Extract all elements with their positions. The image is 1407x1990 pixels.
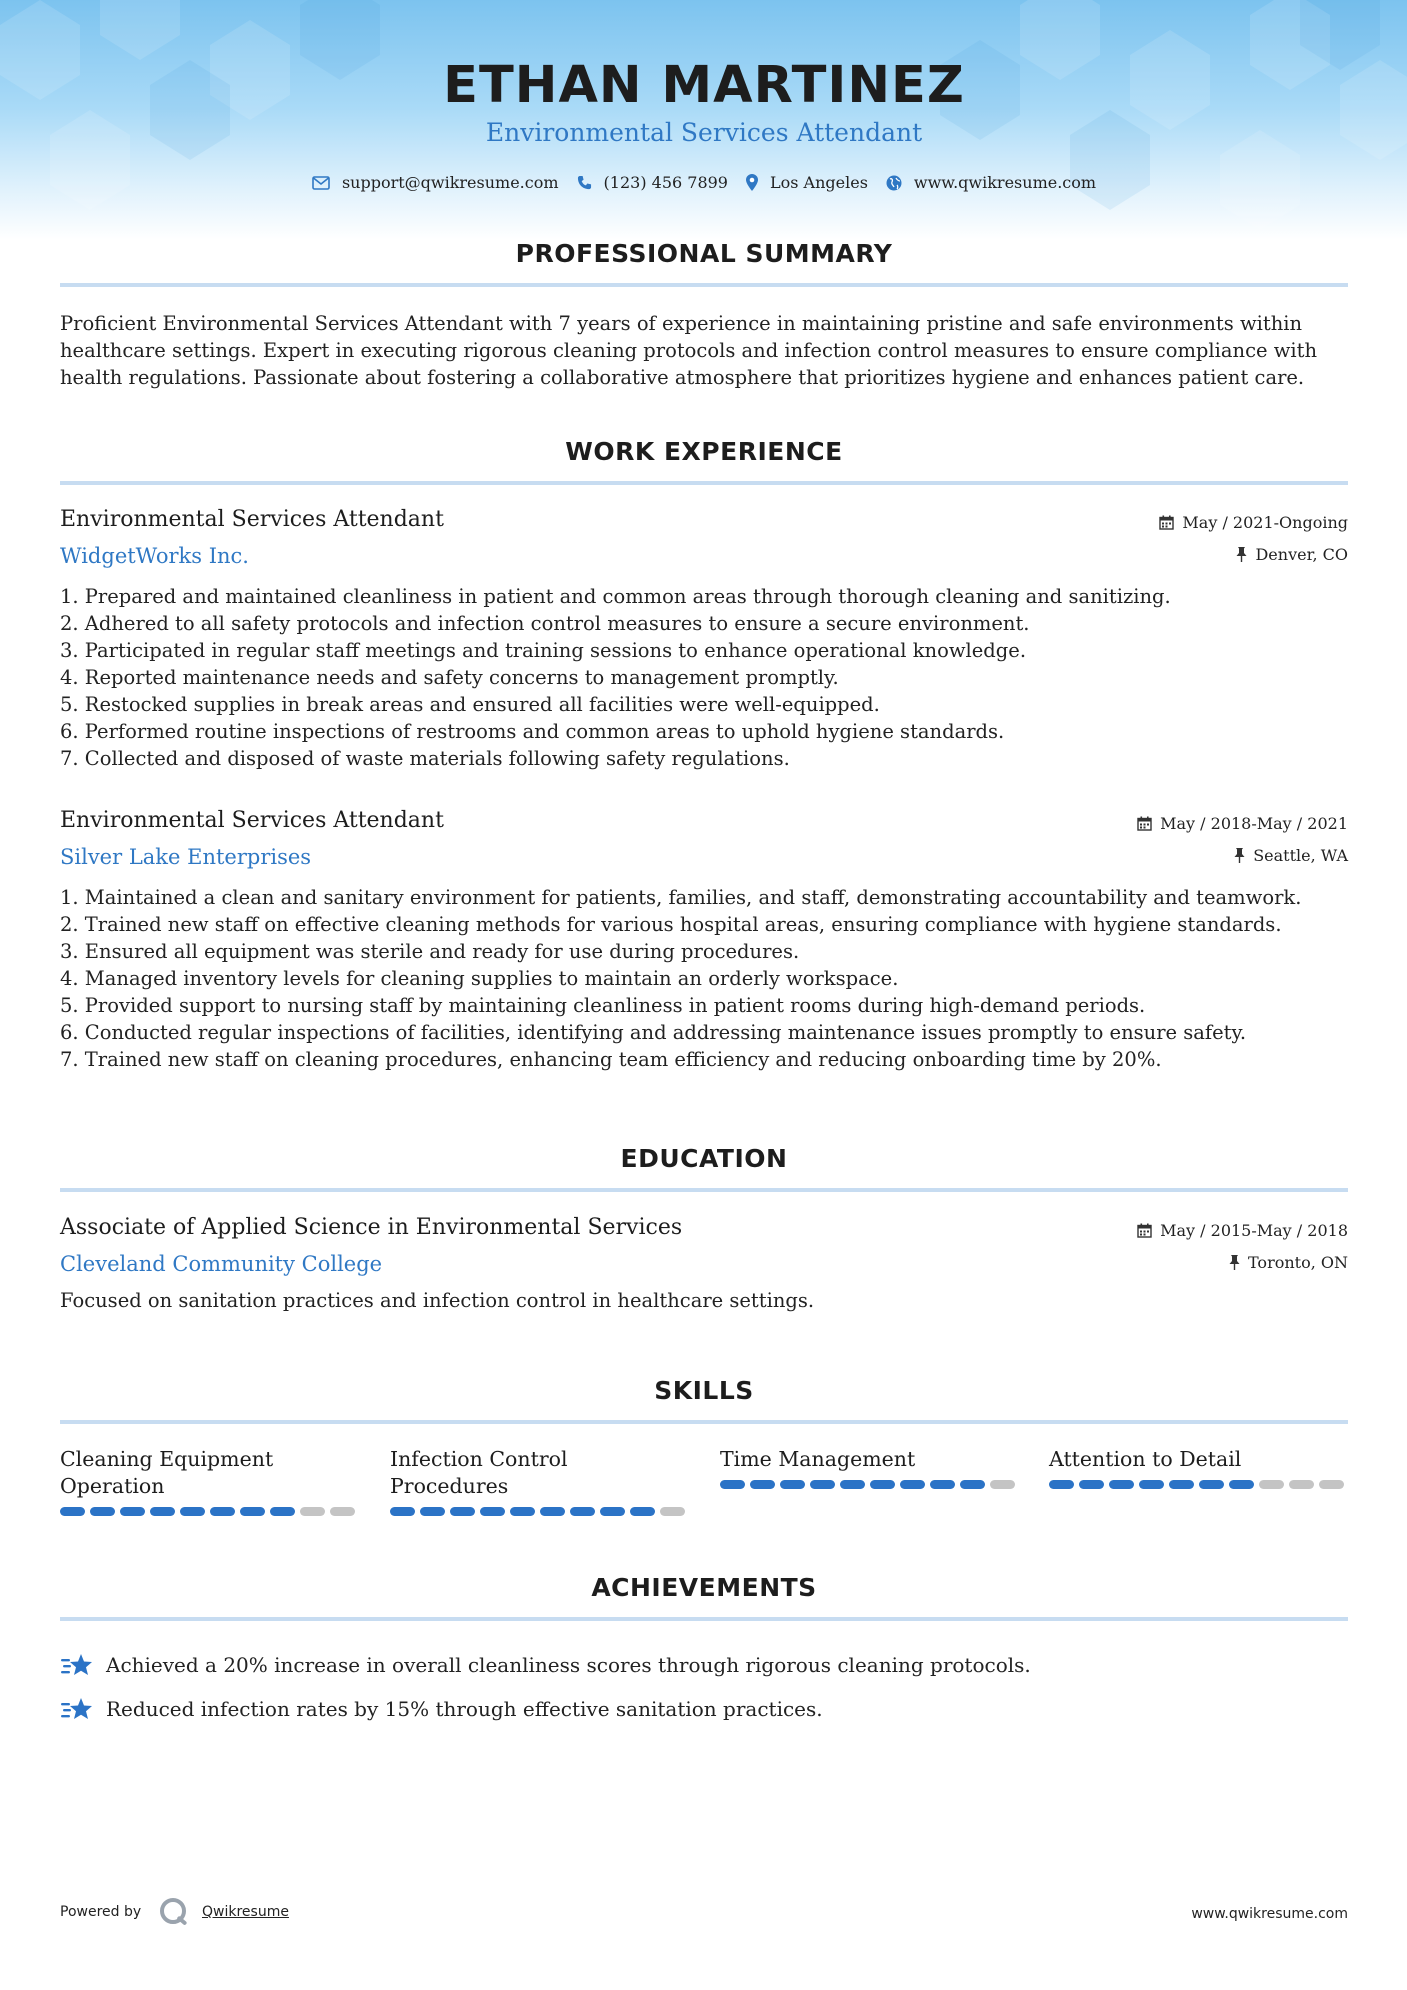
education-location-text: Toronto, ON bbox=[1248, 1253, 1348, 1272]
skill-name: Cleaning Equipment Operation bbox=[60, 1447, 274, 1498]
company-name: WidgetWorks Inc. bbox=[60, 544, 249, 568]
summary-divider bbox=[60, 283, 1348, 287]
list-item: 4. Managed inventory levels for cleaning supplies to maintain an orderly workspace. bbox=[60, 967, 899, 990]
skill-segment-filled bbox=[870, 1480, 895, 1489]
job-bullet-list bbox=[60, 583, 1348, 772]
job-location bbox=[1236, 545, 1348, 564]
contact-bar bbox=[60, 173, 1348, 192]
job-bullet-list bbox=[60, 884, 1348, 1073]
list-item: 1. Prepared and maintained cleanliness in patient and common areas through thorough cleaning and sanitizing. bbox=[60, 585, 1171, 608]
summary-heading: PROFESSIONAL SUMMARY bbox=[515, 239, 893, 268]
location-text: Los Angeles bbox=[769, 173, 868, 192]
list-item: 2. Adhered to all safety protocols and infection control measures to ensure a secure environment. bbox=[60, 612, 1030, 635]
job-location-text: Seattle, WA bbox=[1253, 846, 1348, 865]
pushpin-icon bbox=[1229, 1255, 1240, 1270]
contact-email[interactable] bbox=[312, 173, 559, 192]
education-divider bbox=[60, 1188, 1348, 1192]
skill-segment-empty bbox=[660, 1507, 685, 1516]
skill-segment-filled bbox=[900, 1480, 925, 1489]
skill-segment-empty bbox=[1259, 1480, 1284, 1489]
education-location bbox=[1229, 1253, 1348, 1272]
skill-segment-filled bbox=[930, 1480, 955, 1489]
skill-segment-filled bbox=[1079, 1480, 1104, 1489]
list-item: 6. Conducted regular inspections of facilities, identifying and addressing maintenance issues promptly to ensure safety. bbox=[60, 1021, 1247, 1044]
skill-segment-filled bbox=[630, 1507, 655, 1516]
brand-link[interactable]: Qwikresume bbox=[202, 1904, 289, 1920]
phone-icon bbox=[577, 175, 592, 190]
list-item bbox=[60, 1643, 1348, 1687]
skill-item bbox=[390, 1446, 690, 1516]
achievement-text: Achieved a 20% increase in overall cleanliness scores through rigorous cleaning protocols. bbox=[106, 1653, 1031, 1677]
skill-segment-empty bbox=[300, 1507, 325, 1516]
list-item: 5. Restocked supplies in break areas and ensured all facilities were well-equipped. bbox=[60, 693, 880, 716]
skill-item bbox=[1049, 1446, 1349, 1489]
shooting-star-icon bbox=[60, 1651, 94, 1679]
list-item: 7. Collected and disposed of waste materials following safety regulations. bbox=[60, 747, 790, 770]
achievement-text: Reduced infection rates by 15% through effective sanitation practices. bbox=[106, 1697, 823, 1721]
company-name: Silver Lake Enterprises bbox=[60, 845, 312, 869]
job-location bbox=[1234, 846, 1348, 865]
footer bbox=[60, 1896, 1348, 1936]
skill-segment-filled bbox=[150, 1507, 175, 1516]
skill-segment-filled bbox=[780, 1480, 805, 1489]
skill-name: Infection Control Procedures bbox=[390, 1447, 568, 1498]
job-title: Environmental Services Attendant bbox=[60, 808, 444, 833]
experience-heading: WORK EXPERIENCE bbox=[565, 437, 843, 466]
skill-segment-filled bbox=[750, 1480, 775, 1489]
achievements-heading: ACHIEVEMENTS bbox=[591, 1573, 817, 1602]
footer-website-link[interactable]: www.qwikresume.com bbox=[1191, 1906, 1348, 1922]
list-item: 5. Provided support to nursing staff by maintaining cleanliness in patient rooms during high-demand periods. bbox=[60, 994, 1146, 1017]
skill-item bbox=[60, 1446, 360, 1516]
skill-segment-empty bbox=[1319, 1480, 1344, 1489]
skill-level-bar bbox=[390, 1507, 690, 1516]
job-location-text: Denver, CO bbox=[1255, 545, 1348, 564]
summary-text: Proficient Environmental Services Attendant with 7 years of experience in maintaining pristine and safe environments within healthcare settings. Expert in executing rigorous cleaning protocols and infection control measures to ensure compliance with health regulations. Passionate about fostering a collaborative atmosphere that prioritizes hygiene and enhances patient care. bbox=[60, 312, 1318, 389]
skill-segment-filled bbox=[450, 1507, 475, 1516]
list-item: 3. Ensured all equipment was sterile and ready for use during procedures. bbox=[60, 940, 800, 963]
skills-heading: SKILLS bbox=[654, 1376, 754, 1405]
experience-divider bbox=[60, 481, 1348, 485]
contact-phone[interactable] bbox=[577, 173, 728, 192]
skill-segment-filled bbox=[960, 1480, 985, 1489]
skill-segment-filled bbox=[1169, 1480, 1194, 1489]
candidate-name: ETHAN MARTINEZ bbox=[443, 56, 965, 115]
list-item bbox=[60, 1687, 1348, 1731]
skill-segment-filled bbox=[180, 1507, 205, 1516]
education-date bbox=[1137, 1221, 1348, 1240]
skill-level-bar bbox=[1049, 1480, 1349, 1489]
envelope-icon bbox=[312, 176, 330, 190]
skill-level-bar bbox=[720, 1480, 1020, 1489]
skill-segment-filled bbox=[1049, 1480, 1074, 1489]
achievements-divider bbox=[60, 1617, 1348, 1621]
pushpin-icon bbox=[1234, 848, 1245, 863]
contact-location bbox=[746, 173, 868, 192]
skill-segment-empty bbox=[330, 1507, 355, 1516]
skill-segment-filled bbox=[420, 1507, 445, 1516]
skill-segment-filled bbox=[270, 1507, 295, 1516]
school-name: Cleveland Community College bbox=[60, 1252, 383, 1276]
skill-segment-filled bbox=[1229, 1480, 1254, 1489]
calendar-icon bbox=[1137, 1223, 1152, 1238]
list-item: 4. Reported maintenance needs and safety concerns to management promptly. bbox=[60, 666, 839, 689]
shooting-star-icon bbox=[60, 1695, 94, 1723]
powered-by-label: Powered by bbox=[60, 1904, 142, 1920]
skill-segment-filled bbox=[120, 1507, 145, 1516]
skill-segment-filled bbox=[510, 1507, 535, 1516]
skill-segment-empty bbox=[990, 1480, 1015, 1489]
job-entry bbox=[60, 808, 1348, 1078]
skill-segment-filled bbox=[570, 1507, 595, 1516]
email-text: support@qwikresume.com bbox=[341, 173, 559, 192]
skill-level-bar bbox=[60, 1507, 360, 1516]
skill-name: Attention to Detail bbox=[1049, 1447, 1242, 1471]
list-item: 6. Performed routine inspections of restrooms and common areas to uphold hygiene standards. bbox=[60, 720, 1005, 743]
education-date-text: May / 2015-May / 2018 bbox=[1160, 1221, 1348, 1240]
achievements-list bbox=[60, 1643, 1348, 1731]
skill-segment-filled bbox=[1139, 1480, 1164, 1489]
skill-segment-empty bbox=[1289, 1480, 1314, 1489]
education-heading: EDUCATION bbox=[620, 1144, 788, 1173]
skill-segment-filled bbox=[810, 1480, 835, 1489]
job-date-text: May / 2021-Ongoing bbox=[1182, 513, 1348, 532]
calendar-icon bbox=[1159, 515, 1174, 530]
education-description: Focused on sanitation practices and infection control in healthcare settings. bbox=[60, 1289, 815, 1312]
map-marker-icon bbox=[746, 174, 758, 191]
qwikresume-logo-icon bbox=[158, 1896, 190, 1928]
skill-segment-filled bbox=[240, 1507, 265, 1516]
skill-segment-filled bbox=[720, 1480, 745, 1489]
list-item: 2. Trained new staff on effective cleaning methods for various hospital areas, ensuring compliance with hygiene standards. bbox=[60, 913, 1282, 936]
job-date-text: May / 2018-May / 2021 bbox=[1160, 814, 1348, 833]
skill-segment-filled bbox=[600, 1507, 625, 1516]
skill-segment-filled bbox=[1109, 1480, 1134, 1489]
list-item: 1. Maintained a clean and sanitary environment for patients, families, and staff, demonstrating accountability and teamwork. bbox=[60, 886, 1302, 909]
skill-segment-filled bbox=[840, 1480, 865, 1489]
website-text: www.qwikresume.com bbox=[913, 173, 1097, 192]
calendar-icon bbox=[1137, 816, 1152, 831]
skill-segment-filled bbox=[60, 1507, 85, 1516]
education-entry bbox=[60, 1215, 1348, 1325]
list-item: 3. Participated in regular staff meetings and training sessions to enhance operational knowledge. bbox=[60, 639, 1027, 662]
job-entry bbox=[60, 507, 1348, 777]
job-date bbox=[1137, 814, 1348, 833]
skill-segment-filled bbox=[480, 1507, 505, 1516]
job-date bbox=[1159, 513, 1348, 532]
skill-segment-filled bbox=[390, 1507, 415, 1516]
skills-divider bbox=[60, 1420, 1348, 1424]
contact-website[interactable] bbox=[886, 173, 1096, 192]
skill-segment-filled bbox=[210, 1507, 235, 1516]
skill-name: Time Management bbox=[720, 1447, 916, 1471]
globe-icon bbox=[886, 175, 902, 191]
skill-segment-filled bbox=[1199, 1480, 1224, 1489]
candidate-role: Environmental Services Attendant bbox=[485, 118, 923, 147]
skill-segment-filled bbox=[90, 1507, 115, 1516]
phone-text: (123) 456 7899 bbox=[603, 173, 728, 192]
skill-segment-filled bbox=[540, 1507, 565, 1516]
list-item: 7. Trained new staff on cleaning procedures, enhancing team efficiency and reducing onboarding time by 20%. bbox=[60, 1048, 1162, 1071]
degree-title: Associate of Applied Science in Environmental Services bbox=[60, 1215, 683, 1240]
skill-item bbox=[720, 1446, 1020, 1489]
pushpin-icon bbox=[1236, 547, 1247, 562]
job-title: Environmental Services Attendant bbox=[60, 507, 444, 532]
